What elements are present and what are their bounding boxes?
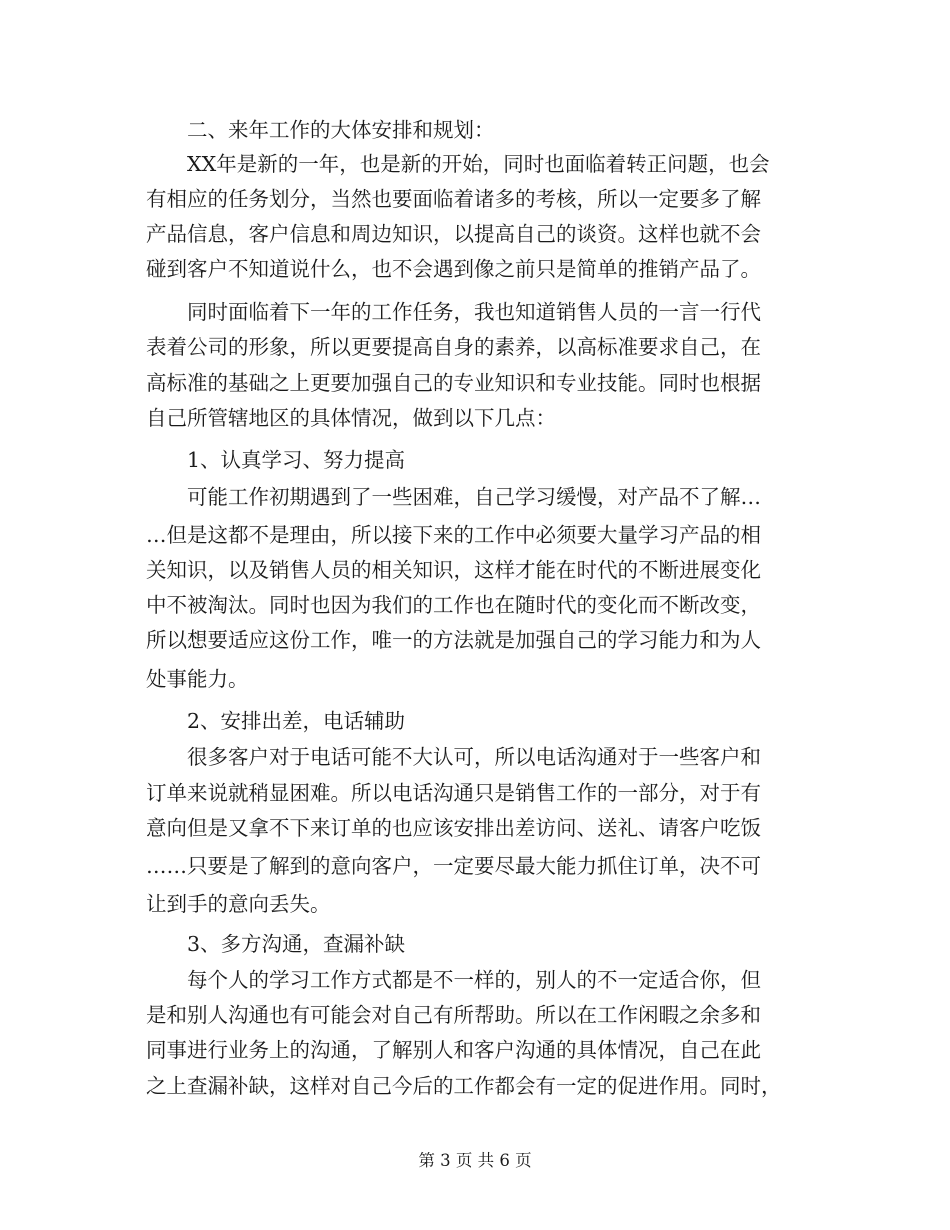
text-line: 很多客户对于电话可能不大认可，所以电话沟通对于一些客户和 bbox=[187, 745, 761, 769]
paragraph-line bbox=[0, 961, 950, 999]
text-line: 碰到客户不知道说什么，也不会遇到像之前只是简单的推销产品了。 bbox=[146, 257, 761, 281]
text-line: ……只要是了解到的意向客户，一定要尽最大能力抓住订单，决不可 bbox=[146, 854, 761, 878]
text-line: 同时面临着下一年的工作任务，我也知道销售人员的一言一行代 bbox=[187, 300, 761, 324]
paragraph-line bbox=[0, 293, 950, 331]
text-line: 高标准的基础之上更要加强自己的专业知识和专业技能。同时也根据 bbox=[146, 371, 761, 395]
paragraph-line bbox=[0, 551, 950, 589]
paragraph-line bbox=[0, 847, 950, 885]
text-line: 有相应的任务划分，当然也要面临着诸多的考核，所以一定要多了解 bbox=[146, 187, 761, 211]
text-line: 二、来年工作的大体安排和规划： bbox=[187, 118, 495, 142]
paragraph-line bbox=[0, 621, 950, 659]
text-line: 2、安排出差，电话辅助 bbox=[187, 709, 406, 733]
section-heading-3 bbox=[0, 925, 950, 963]
paragraph-line bbox=[0, 180, 950, 218]
heading-plan bbox=[0, 111, 950, 149]
text-line: …但是这都不是理由，所以接下来的工作中必须要大量学习产品的相 bbox=[146, 523, 761, 547]
paragraph-line bbox=[0, 1067, 950, 1105]
paragraph-line bbox=[0, 996, 950, 1034]
paragraph-line bbox=[0, 738, 950, 776]
text-line: 关知识，以及销售人员的相关知识，这样才能在时代的不断进展变化 bbox=[146, 558, 761, 582]
text-line: 让到手的意向丢失。 bbox=[146, 892, 331, 916]
text-line: 1、认真学习、努力提高 bbox=[187, 448, 406, 472]
paragraph-line bbox=[0, 1031, 950, 1069]
text-line: 处事能力。 bbox=[146, 667, 249, 691]
text-line: 表着公司的形象，所以更要提高自身的素养，以高标准要求自己，在 bbox=[146, 335, 761, 359]
paragraph-line bbox=[0, 215, 950, 253]
text-line: 同事进行业务上的沟通，了解别人和客户沟通的具体情况，自己在此 bbox=[146, 1038, 761, 1062]
paragraph-line bbox=[0, 660, 950, 698]
paragraph-line bbox=[0, 145, 950, 183]
paragraph-line bbox=[0, 586, 950, 624]
paragraph-line bbox=[0, 809, 950, 847]
text-line: 3、多方沟通，查漏补缺 bbox=[187, 932, 406, 956]
section-heading-2 bbox=[0, 702, 950, 740]
text-line: 中不被淘汰。同时也因为我们的工作也在随时代的变化而不断改变， bbox=[146, 593, 761, 617]
page-number-label: 第 3 页 共 6 页 bbox=[418, 1151, 532, 1170]
paragraph-line bbox=[0, 250, 950, 288]
text-line: 是和别人沟通也有可能会对自己有所帮助。所以在工作闲暇之余多和 bbox=[146, 1003, 761, 1027]
text-line: 产品信息，客户信息和周边知识，以提高自己的谈资。这样也就不会 bbox=[146, 222, 761, 246]
text-line: 可能工作初期遇到了一些困难，自己学习缓慢，对产品不了解… bbox=[187, 485, 761, 509]
paragraph-line bbox=[0, 516, 950, 554]
text-line: XX年是新的一年，也是新的开始，同时也面临着转正问题，也会 bbox=[187, 152, 770, 176]
text-line: 每个人的学习工作方式都是不一样的，别人的不一定适合你，但 bbox=[187, 968, 761, 992]
paragraph-line bbox=[0, 774, 950, 812]
section-heading-1 bbox=[0, 441, 950, 479]
paragraph-line bbox=[0, 885, 950, 923]
text-line: 订单来说就稍显困难。所以电话沟通只是销售工作的一部分，对于有 bbox=[146, 781, 761, 805]
paragraph-line bbox=[0, 478, 950, 516]
paragraph-line bbox=[0, 328, 950, 366]
text-line: 自己所管辖地区的具体情况，做到以下几点： bbox=[146, 406, 556, 430]
page-footer bbox=[0, 1150, 950, 1172]
text-line: 意向但是又拿不下来订单的也应该安排出差访问、送礼、请客户吃饭 bbox=[146, 816, 761, 840]
paragraph-line bbox=[0, 364, 950, 402]
paragraph-line bbox=[0, 399, 950, 437]
text-line: 之上查漏补缺，这样对自己今后的工作都会有一定的促进作用。同时， bbox=[146, 1074, 782, 1098]
text-line: 所以想要适应这份工作，唯一的方法就是加强自己的学习能力和为人 bbox=[146, 628, 761, 652]
